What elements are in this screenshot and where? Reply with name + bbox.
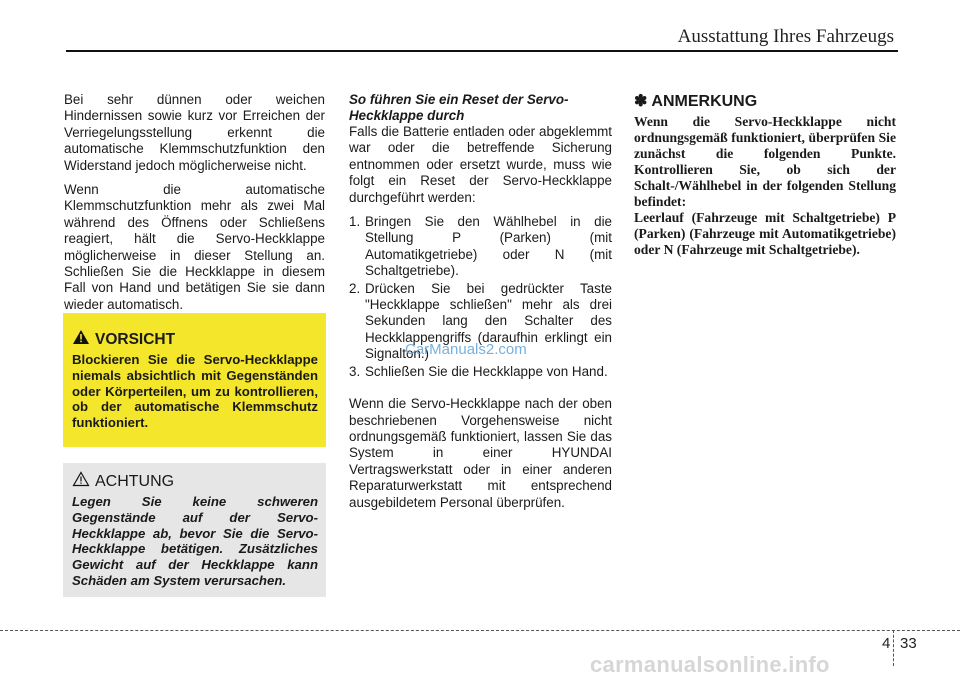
note-header <box>634 92 896 112</box>
warning-triangle-outline-icon <box>72 471 90 493</box>
note-text-2: Leerlauf (Fahrzeuge mit Schaltgetriebe) P (Parken) (Fahrzeuge mit Automatikgetriebe) oder N (Fahrzeuge mit Schaltgetriebe). <box>634 210 896 257</box>
caution-title: VORSICHT <box>95 331 176 348</box>
column-2 <box>349 92 612 519</box>
footer-rule <box>0 630 960 631</box>
list-item: 1. Bringen Sie den Wählhebel in die Stellung P (Parken) (mit Automatikgetriebe) oder N (mit Schaltgetriebe). <box>349 214 612 279</box>
notice-title: ACHTUNG <box>95 473 175 490</box>
column-1 <box>64 92 325 321</box>
closing-paragraph: Wenn die Servo-Heckklappe nach der oben beschriebenen Vorgehensweise nicht ordnungsgemäß funktioniert, lassen Sie das System in einer HYUNDAI Vertragswerkstatt oder in einer anderen Reparaturwerkstatt mit entsprechend ausgebildetem Personal überprüfen. <box>349 396 612 510</box>
paragraph: Bei sehr dünnen oder weichen Hindernissen sowie kurz vor Erreichen der Verriegelungsstellung erkennt die automatische Klemmschutzfunktion den Widerstand jedoch möglicherweise nicht. <box>64 92 325 173</box>
warning-triangle-icon <box>72 329 90 351</box>
column-3 <box>634 92 896 258</box>
notice-header <box>72 471 318 493</box>
header-title: Ausstattung Ihres Fahrzeugs <box>677 26 894 47</box>
notice-text: Legen Sie keine schweren Gegenstände auf der Servo-Heckklappe ab, bevor Sie die Servo-Heckklappe betätigen. Zusätzliches Gewicht auf der Heckklappe kann Schäden am System verursachen. <box>72 494 318 588</box>
footer-divider <box>893 630 894 666</box>
section-title: So führen Sie ein Reset der Servo-Heckklappe durch <box>349 92 569 123</box>
list-item: 2. Drücken Sie bei gedrückter Taste "Heckklappe schließen" mehr als drei Sekunden lang den Schalter des Heckklappengriffs (daraufhin erklingt ein Signalton.) <box>349 280 612 362</box>
notice-box <box>63 463 326 597</box>
chapter-number: 4 <box>882 635 891 652</box>
watermark: CarManuals2.com <box>405 341 527 358</box>
header-rule <box>66 50 898 52</box>
note-text: Wenn die Servo-Heckklappe nicht ordnungsgemäß funktioniert, überprüfen Sie zunächst die folgenden Punkte. Kontrollieren Sie, ob sich der Schalt-/Wählhebel in der folgenden Stellung befindet: <box>634 114 896 209</box>
caution-box <box>63 313 326 447</box>
paragraph: Wenn die automatische Klemmschutzfunktion mehr als zwei Mal während des Öffnens oder Schließens reagiert, hält die Servo-Heckklappe möglicherweise in dieser Stellung an. Schließen Sie die Heckklappe in diesem Fall von Hand und betätigen Sie sie dann wieder automatisch. <box>64 182 325 312</box>
list-item: 3. Schließen Sie die Heckklappe von Hand. <box>349 363 608 379</box>
caution-header <box>72 329 318 351</box>
footer-site: carmanualsonline.info <box>590 652 830 677</box>
note-title: ANMERKUNG <box>651 93 758 110</box>
asterisk-icon: ✽ <box>634 93 648 110</box>
caution-text: Blockieren Sie die Servo-Heckklappe niemals absichtlich mit Gegenständen oder Körperteilen, um zu kontrollieren, ob der automatische Klemmschutz funktioniert. <box>72 352 318 431</box>
page-number: 33 <box>900 635 917 652</box>
intro-paragraph: Falls die Batterie entladen oder abgeklemmt war oder die betreffende Sicherung entnommen oder ersetzt wurde, muss wie folgt ein Reset der Servo-Heckklappe durchgeführt werden: <box>349 124 612 205</box>
